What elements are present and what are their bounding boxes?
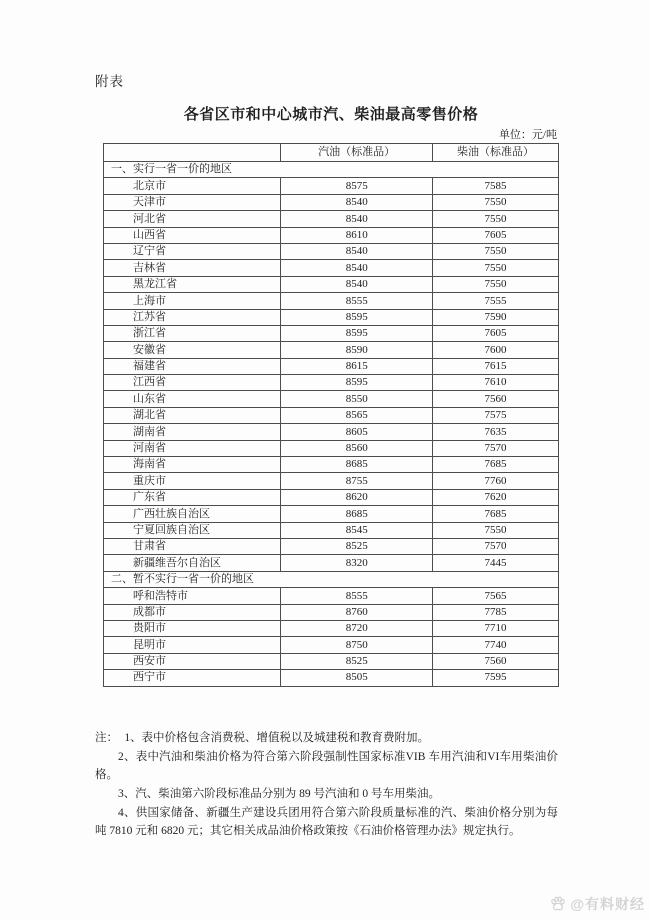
table-row <box>104 342 559 358</box>
region-cell: 河南省 <box>104 440 281 456</box>
gasoline-price-cell: 8685 <box>281 457 433 473</box>
diesel-price-cell: 7760 <box>432 473 558 489</box>
table-row <box>104 588 559 604</box>
gasoline-price-cell: 8565 <box>281 407 433 423</box>
diesel-price-cell: 7550 <box>432 211 558 227</box>
table-row <box>104 473 559 489</box>
diesel-price-cell: 7710 <box>432 620 558 636</box>
gasoline-price-cell: 8605 <box>281 424 433 440</box>
region-cell: 浙江省 <box>104 325 281 341</box>
gasoline-price-cell: 8560 <box>281 440 433 456</box>
gasoline-price-cell: 8760 <box>281 604 433 620</box>
diesel-price-cell: 7740 <box>432 637 558 653</box>
table-row <box>104 506 559 522</box>
region-cell: 江西省 <box>104 375 281 391</box>
diesel-price-cell: 7555 <box>432 293 558 309</box>
diesel-price-cell: 7550 <box>432 260 558 276</box>
gasoline-price-cell: 8595 <box>281 375 433 391</box>
table-row <box>104 637 559 653</box>
region-cell: 湖南省 <box>104 424 281 440</box>
diesel-price-cell: 7685 <box>432 457 558 473</box>
table-row <box>104 538 559 554</box>
gasoline-price-cell: 8755 <box>281 473 433 489</box>
region-cell: 山西省 <box>104 227 281 243</box>
notes-block <box>95 729 558 841</box>
gasoline-price-cell: 8595 <box>281 325 433 341</box>
diesel-price-cell: 7585 <box>432 178 558 194</box>
gasoline-price-cell: 8555 <box>281 293 433 309</box>
region-cell: 安徽省 <box>104 342 281 358</box>
diesel-price-cell: 7685 <box>432 506 558 522</box>
table-row <box>104 358 559 374</box>
diesel-price-cell: 7605 <box>432 325 558 341</box>
note-item: 3、汽、柴油第六阶段标准品分别为 89 号汽油和 0 号车用柴油。 <box>118 787 440 800</box>
diesel-price-cell: 7445 <box>432 555 558 571</box>
section-header: 二、暂不实行一省一价的地区 <box>104 571 559 587</box>
region-cell: 江苏省 <box>104 309 281 325</box>
region-cell: 吉林省 <box>104 260 281 276</box>
gasoline-price-cell: 8610 <box>281 227 433 243</box>
gasoline-price-cell: 8540 <box>281 276 433 292</box>
region-cell: 西安市 <box>104 653 281 669</box>
table-row <box>104 555 559 571</box>
gasoline-price-cell: 8575 <box>281 178 433 194</box>
gasoline-price-cell: 8590 <box>281 342 433 358</box>
region-cell: 海南省 <box>104 457 281 473</box>
table-row <box>104 424 559 440</box>
note-item: 2、表中汽油和柴油价格为符合第六阶段强制性国家标准VIB 车用汽油和VI车用柴油价格。 <box>95 750 558 782</box>
table-row <box>104 407 559 423</box>
table-row <box>104 227 559 243</box>
region-cell: 西宁市 <box>104 670 281 686</box>
diesel-price-cell: 7605 <box>432 227 558 243</box>
section-header-row <box>104 571 559 587</box>
table-row <box>104 440 559 456</box>
gasoline-price-cell: 8540 <box>281 260 433 276</box>
watermark <box>549 894 645 914</box>
table-row <box>104 375 559 391</box>
paw-icon <box>549 895 567 913</box>
note-item: 4、供国家储备、新疆生产建设兵团用符合第六阶段质量标准的汽、柴油价格分别为每吨 7810 元和 6820 元；其它相关成品油价格政策按《石油价格管理办法》规定执行。 <box>95 806 558 838</box>
appendix-label: 附表 <box>95 74 124 89</box>
table-row <box>104 260 559 276</box>
region-cell: 甘肃省 <box>104 538 281 554</box>
gasoline-price-cell: 8595 <box>281 309 433 325</box>
note-label: 注： <box>95 732 118 744</box>
diesel-price-cell: 7550 <box>432 194 558 210</box>
gasoline-price-cell: 8540 <box>281 211 433 227</box>
table-row <box>104 604 559 620</box>
gasoline-price-cell: 8540 <box>281 194 433 210</box>
gasoline-column-header: 汽油（标准品） <box>281 144 433 162</box>
region-cell: 宁夏回族自治区 <box>104 522 281 538</box>
diesel-price-cell: 7550 <box>432 522 558 538</box>
gasoline-price-cell: 8685 <box>281 506 433 522</box>
table-row <box>104 620 559 636</box>
table-row <box>104 670 559 686</box>
table-header-row <box>104 144 559 162</box>
diesel-price-cell: 7570 <box>432 538 558 554</box>
table-row <box>104 194 559 210</box>
section-header: 一、实行一省一价的地区 <box>104 162 559 178</box>
region-cell: 天津市 <box>104 194 281 210</box>
table-row <box>104 276 559 292</box>
table-row <box>104 293 559 309</box>
table-row <box>104 489 559 505</box>
gasoline-price-cell: 8540 <box>281 243 433 259</box>
region-cell: 福建省 <box>104 358 281 374</box>
diesel-price-cell: 7575 <box>432 407 558 423</box>
gasoline-price-cell: 8750 <box>281 637 433 653</box>
table-row <box>104 243 559 259</box>
region-cell: 山东省 <box>104 391 281 407</box>
table-row <box>104 457 559 473</box>
page-title: 各省区市和中心城市汽、柴油最高零售价格 <box>183 107 479 123</box>
gasoline-price-cell: 8525 <box>281 653 433 669</box>
table-row <box>104 178 559 194</box>
diesel-column-header: 柴油（标准品） <box>432 144 558 162</box>
gasoline-price-cell: 8320 <box>281 555 433 571</box>
section-header-row <box>104 162 559 178</box>
diesel-price-cell: 7550 <box>432 276 558 292</box>
region-cell: 河北省 <box>104 211 281 227</box>
diesel-price-cell: 7560 <box>432 653 558 669</box>
table-row <box>104 211 559 227</box>
unit-label: 单位：元/吨 <box>498 129 557 141</box>
diesel-price-cell: 7600 <box>432 342 558 358</box>
region-cell: 成都市 <box>104 604 281 620</box>
diesel-price-cell: 7560 <box>432 391 558 407</box>
diesel-price-cell: 7615 <box>432 358 558 374</box>
gasoline-price-cell: 8555 <box>281 588 433 604</box>
diesel-price-cell: 7610 <box>432 375 558 391</box>
table-row <box>104 391 559 407</box>
table-row <box>104 653 559 669</box>
diesel-price-cell: 7635 <box>432 424 558 440</box>
region-cell: 辽宁省 <box>104 243 281 259</box>
table-row <box>104 325 559 341</box>
price-table <box>103 143 559 687</box>
gasoline-price-cell: 8545 <box>281 522 433 538</box>
region-cell: 湖北省 <box>104 407 281 423</box>
region-cell: 贵阳市 <box>104 620 281 636</box>
table-row <box>104 309 559 325</box>
watermark-text: @有料财经 <box>570 896 645 912</box>
diesel-price-cell: 7620 <box>432 489 558 505</box>
diesel-price-cell: 7565 <box>432 588 558 604</box>
gasoline-price-cell: 8525 <box>281 538 433 554</box>
gasoline-price-cell: 8720 <box>281 620 433 636</box>
diesel-price-cell: 7590 <box>432 309 558 325</box>
gasoline-price-cell: 8505 <box>281 670 433 686</box>
diesel-price-cell: 7550 <box>432 243 558 259</box>
region-cell: 上海市 <box>104 293 281 309</box>
region-cell: 重庆市 <box>104 473 281 489</box>
diesel-price-cell: 7570 <box>432 440 558 456</box>
region-cell: 呼和浩特市 <box>104 588 281 604</box>
diesel-price-cell: 7785 <box>432 604 558 620</box>
gasoline-price-cell: 8620 <box>281 489 433 505</box>
region-cell: 广东省 <box>104 489 281 505</box>
region-cell: 昆明市 <box>104 637 281 653</box>
note-item: 注： 1、表中价格包含消费税、增值税以及城建税和教育费附加。 <box>95 732 430 744</box>
region-cell: 黑龙江省 <box>104 276 281 292</box>
region-cell: 北京市 <box>104 178 281 194</box>
region-cell: 广西壮族自治区 <box>104 506 281 522</box>
table-row <box>104 522 559 538</box>
region-column-header <box>104 144 281 162</box>
gasoline-price-cell: 8550 <box>281 391 433 407</box>
region-cell: 新疆维吾尔自治区 <box>104 555 281 571</box>
gasoline-price-cell: 8615 <box>281 358 433 374</box>
diesel-price-cell: 7595 <box>432 670 558 686</box>
